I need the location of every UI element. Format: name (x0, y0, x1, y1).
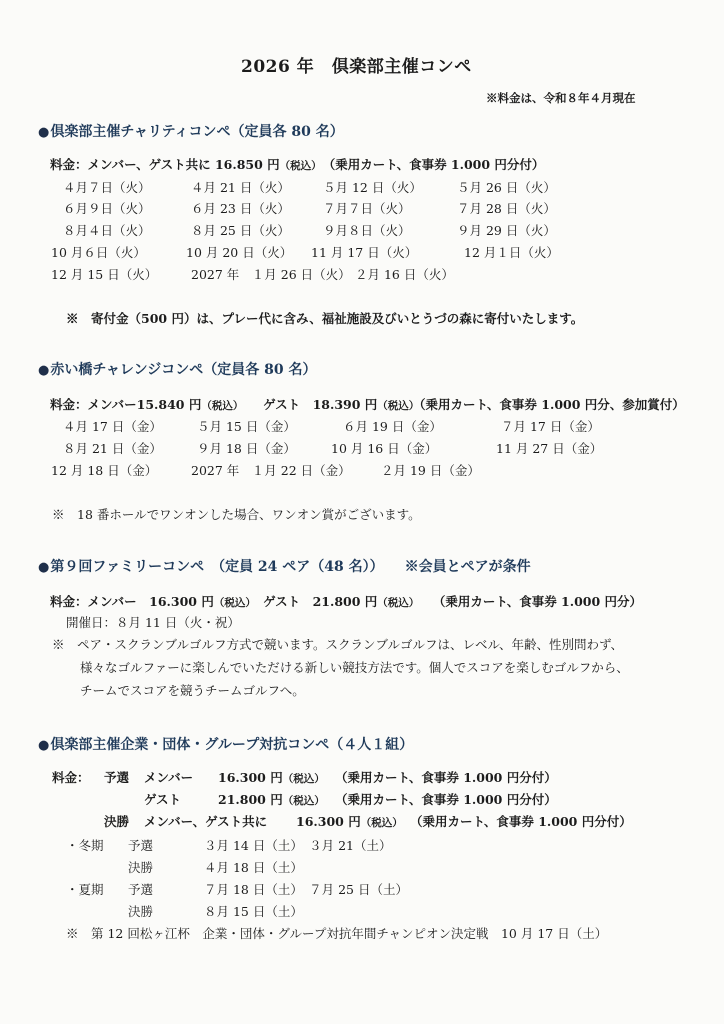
family-extras: （乗用カート、食事券 1.000 円分） (439, 594, 643, 609)
family-guest-price: ゲスト 21.800 円 (263, 594, 378, 609)
akaibashi-heading-text: 赤い橋チャレンジコンペ（定員各 80 名） (50, 362, 317, 378)
summer-prelim-label: 予選 (128, 882, 154, 897)
winter-final-label: 決勝 (128, 860, 154, 875)
akaibashi-member-price: 料金：メンバー15.840 円 (50, 397, 202, 412)
akaibashi-guest-price: ゲスト 18.390 円 (263, 397, 378, 412)
bullet-icon: ● (38, 363, 50, 378)
corporate-final-price (296, 812, 403, 830)
summer-label: ・夏期 (66, 882, 104, 897)
summer-final-date: ８月 15 日（土） (204, 904, 303, 919)
charity-price-tax: （税込） (279, 160, 317, 172)
family-price (50, 592, 642, 610)
date-item: ７月 28 日（火） (457, 201, 556, 216)
summer-final-label: 決勝 (128, 904, 154, 919)
date-item: ５月 12 日（火） (323, 180, 422, 195)
akaibashi-note: ※ 18 番ホールでワンオンした場合、ワンオン賞がございます。 (52, 507, 421, 522)
date-item: ４月 21 日（火） (191, 180, 290, 195)
date-item: 11 月 17 日（火） (311, 245, 418, 260)
date-item: ２月 16 日（火） (355, 267, 454, 282)
date-item: 10 月 20 日（火） (186, 245, 293, 260)
corporate-tax: （税込） (282, 773, 325, 785)
charity-price-main: 料金：メンバー、ゲスト共に 16.850 円 (50, 157, 280, 172)
date-item: 11 月 27 日（金） (496, 441, 603, 456)
date-item: ８月 25 日（火） (191, 223, 290, 238)
date-item: ９月８日（火） (323, 223, 411, 238)
family-date: 開催日：８月 11 日（火・祝） (66, 615, 240, 630)
price-note: ※料金は、令和８年４月現在 (486, 91, 636, 105)
date-item: ７月 17 日（金） (501, 419, 600, 434)
winter-prelim-dates: ３月 14 日（土） ３月 21（土） (204, 838, 392, 853)
corporate-guest-price-value: 21.800 円 (218, 792, 283, 807)
family-note-line3: チームでスコアを競うチームゴルフへ。 (80, 683, 305, 698)
bullet-icon: ● (38, 560, 50, 575)
date-item: ８月４日（火） (63, 223, 151, 238)
akaibashi-heading (38, 359, 316, 379)
bullet-icon: ● (38, 125, 50, 140)
corporate-member-label: メンバー (144, 770, 194, 785)
corporate-guest-price (218, 790, 325, 808)
corporate-tax: （税込） (360, 817, 403, 829)
family-heading-condition: ※会員とペアが条件 (404, 559, 531, 575)
bullet-icon: ● (38, 738, 50, 753)
date-item: ４月７日（火） (63, 180, 151, 195)
corporate-price-label: 料金： (52, 770, 90, 785)
family-tax1: （税込） (213, 597, 251, 609)
winter-final-date: ４月 18 日（土） (204, 860, 303, 875)
date-item: ８月 21 日（金） (63, 441, 162, 456)
charity-note: ※ 寄付金（500 円）は、プレー代に含み、福祉施設及びいとうづの森に寄付いたします。 (66, 311, 584, 326)
family-tax2: （税込） (377, 597, 415, 609)
winter-label: ・冬期 (66, 838, 104, 853)
charity-price (50, 155, 544, 173)
family-heading-text: 第９回ファミリーコンペ （定員 24 ペア（48 名）） (50, 559, 377, 575)
corporate-member-price (218, 768, 325, 786)
date-item: 12 月１日（火） (464, 245, 559, 260)
date-item: ６月９日（火） (63, 201, 151, 216)
date-item: ６月 19 日（金） (343, 419, 442, 434)
date-item: 2027 年 １月 26 日（火） (191, 267, 351, 282)
corporate-extras: （乗用カート、食事券 1.000 円分付） (335, 770, 557, 785)
page-title: 2026 年 倶楽部主催コンペ (241, 57, 472, 77)
date-item: 2027 年 １月 22 日（金） (191, 463, 351, 478)
corporate-heading (38, 734, 413, 754)
corporate-member-price-value: 16.300 円 (218, 770, 283, 785)
charity-heading-text: 倶楽部主催チャリティコンペ（定員各 80 名） (50, 124, 344, 140)
corporate-tax: （税込） (282, 795, 325, 807)
charity-price-extras: （乗用カート、食事券 1.000 円分付） (328, 157, 545, 172)
corporate-final-price-value: 16.300 円 (296, 814, 361, 829)
family-note-line1: ※ ペア・スクランブルゴルフ方式で競います。スクランブルゴルフは、レベル、年齢、性別問わず、 (52, 637, 624, 652)
family-member-price: 料金：メンバー 16.300 円 (50, 594, 214, 609)
corporate-guest-label: ゲスト (144, 792, 182, 807)
family-heading (38, 556, 531, 576)
family-note-line2: 様々なゴルファーに楽しんでいただける新しい競技方法です。個人でスコアを楽しむゴルフから、 (80, 660, 629, 675)
date-item: ５月 15 日（金） (197, 419, 296, 434)
date-item: ５月 26 日（火） (457, 180, 556, 195)
corporate-final-label: 決勝 (104, 814, 130, 829)
corporate-prelim-label: 予選 (104, 770, 130, 785)
date-item: ４月 17 日（金） (63, 419, 162, 434)
corporate-note: ※ 第 12 回松ヶ江杯 企業・団体・グループ対抗年間チャンピオン決定戦 10 月 17 日（土） (66, 926, 608, 941)
date-item: ９月 29 日（火） (457, 223, 556, 238)
date-item: ７月７日（火） (323, 201, 411, 216)
date-item: 12 月 15 日（火） (51, 267, 158, 282)
corporate-extras: （乗用カート、食事券 1.000 円分付） (335, 792, 557, 807)
date-item: ２月 19 日（金） (381, 463, 480, 478)
akaibashi-tax2: （税込） (377, 400, 420, 412)
date-item: 12 月 18 日（金） (51, 463, 158, 478)
summer-prelim-dates: ７月 18 日（土） ７月 25 日（土） (204, 882, 408, 897)
date-item: 10 月 16 日（金） (331, 441, 438, 456)
corporate-heading-text: 倶楽部主催企業・団体・グループ対抗コンペ（４人１組） (50, 737, 414, 753)
charity-heading (38, 121, 344, 141)
winter-prelim-label: 予選 (128, 838, 154, 853)
corporate-final-who: メンバー、ゲスト共に (144, 814, 268, 829)
corporate-extras: （乗用カート、食事券 1.000 円分付） (410, 814, 632, 829)
date-item: 10 月６日（火） (51, 245, 146, 260)
date-item: ６月 23 日（火） (191, 201, 290, 216)
akaibashi-tax1: （税込） (201, 400, 239, 412)
akaibashi-price (50, 395, 685, 413)
akaibashi-extras: （乗用カート、食事券 1.000 円分、参加賞付） (419, 397, 685, 412)
date-item: ９月 18 日（金） (197, 441, 296, 456)
